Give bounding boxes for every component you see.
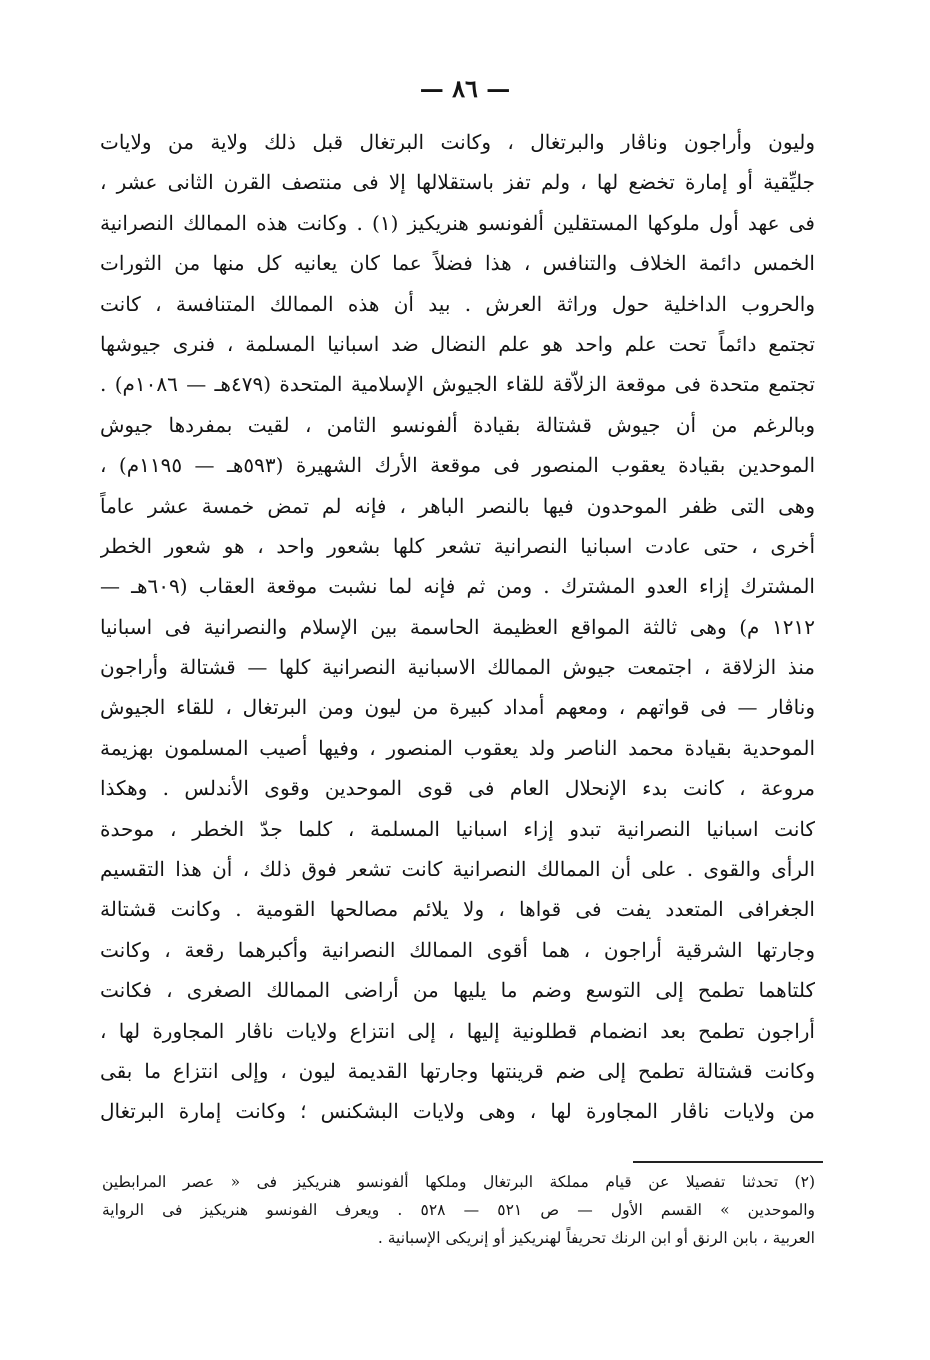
footnote-line: العربية ، بابن الرنق أو ابن الرنك تحريفاً لهنريكيز أو إنريكى الإسبانية . <box>377 1229 815 1247</box>
text-line: منذ الزلاقة ، اجتمعت جيوش الممالك الاسبانية النصرانية كلها — قشتالة وأراجون <box>100 655 815 680</box>
text-line: والحروب الداخلية حول وراثة العرش . بيد أن هذه الممالك المتنافسة ، كانت <box>100 291 815 316</box>
text-line: أراجون تطمح بعد انضمام قطلونية إليها ، إلى انتزاع ولايات ناڤار المجاورة لها ، <box>100 1018 815 1043</box>
page-number: — ٨٦ — <box>419 74 511 103</box>
text-line: أخرى ، حتى عادت اسبانيا النصرانية تشعر كلها بشعور واحد ، هو شعور الخطر <box>100 533 815 558</box>
text-line: وبالرغم من أن جيوش قشتالة بقيادة ألفونسو الثامن ، لقيت بمفردها جيوش <box>100 412 815 437</box>
text-line: الموحدين بقيادة يعقوب المنصور فى موقعة الأرك الشهيرة (٥٩٣هـ — ١١٩٥م) ، <box>100 453 815 478</box>
text-line: كلتاهما تطمح إلى التوسع وضم ما يليها من أراضى الممالك الصغرى ، فكانت <box>100 978 815 1003</box>
text-line: من ولايات ناڤار المجاورة لها ، وهى ولايات البشكنس ؛ وكانت إمارة البرتغال <box>100 1099 815 1124</box>
text-line: تجتمع دائماً تحت علم واحد هو علم النضال ضد اسبانيا المسلمة ، فنرى جيوشها <box>100 331 815 356</box>
text-line: جليِّقية أو إمارة تخضع لها ، ولم تفز باستقلالها إلا فى منتصف القرن الثانى عشر ، <box>100 170 815 195</box>
text-line: مروعة ، كانت بدء الإنحلال العام فى قوى الموحدين وقوى الأندلس . وهكذا <box>100 776 815 801</box>
text-line: وكانت قشتالة تطمح إلى ضم قرينتها وجارتها القديمة ليون ، وإلى انتزاع ما بقى <box>100 1058 815 1083</box>
footnote-divider <box>633 1161 823 1163</box>
main-text-block <box>100 122 815 1132</box>
text-line: تجتمع متحدة فى موقعة الزلاّقة للقاء الجيوش الإسلامية المتحدة (٤٧٩هـ — ١٠٨٦م) . <box>100 372 815 397</box>
text-line: الخمس دائمة الخلاف والتنافس ، هذا فضلاً عما كان يعانيه كل منها من الثورات <box>100 251 815 276</box>
footnote-block <box>102 1168 815 1252</box>
text-line: كانت اسبانيا النصرانية تبدو إزاء اسبانيا المسلمة ، كلما جدّ الخطر ، موحدة <box>100 816 815 841</box>
text-line: الجغرافى المتعدد يفت فى قواها ، ولا يلائم مصالحها القومية . وكانت قشتالة <box>100 897 815 922</box>
footnote-line: والموحدين » القسم الأول — ص ٥٢١ — ٥٢٨ . ويعرف الفونسو هنريكيز فى الرواية <box>102 1201 815 1219</box>
text-line: الموحدية بقيادة محمد الناصر ولد يعقوب المنصور ، وفيها أصيب المسلمون بهزيمة <box>100 735 815 760</box>
text-line: فى عهد أول ملوكها المستقلين ألفونسو هنريكيز (١) . وكانت هذه الممالك النصرانية <box>100 210 815 235</box>
text-line: المشترك إزاء العدو المشترك . ومن ثم فإنه لما نشبت موقعة العقاب (٦٠٩هـ — <box>100 574 815 599</box>
text-line: وهى التى ظفر الموحدون فيها بالنصر الباهر ، فإنه لم تمض خمسة عشر عاماً <box>100 493 815 518</box>
text-line: وناڤار — فى قواتهم ، ومعهم أمداد كبيرة من ليون ومن البرتغال ، للقاء الجيوش <box>100 695 815 720</box>
footnote-line: (٢) تحدثنا تفصيلا عن قيام مملكة البرتغال وملكها ألفونسو هنريكيز فى « عصر المرابطين <box>102 1173 815 1191</box>
text-line: وجارتها الشرقية أراجون ، هما أقوى الممالك النصرانية وأكبرهما رقعة ، وكانت <box>100 937 815 962</box>
text-line: الرأى والقوى . على أن الممالك النصرانية كانت تشعر فوق ذلك ، أن هذا التقسيم <box>100 857 815 882</box>
text-line: ١٢١٢ م) وهى ثالثة المواقع العظيمة الحاسمة بين الإسلام والنصرانية فى اسبانيا <box>100 614 815 639</box>
text-line: وليون وأراجون وناڤار والبرتغال ، وكانت البرتغال قبل ذلك ولاية من ولايات <box>100 130 815 154</box>
